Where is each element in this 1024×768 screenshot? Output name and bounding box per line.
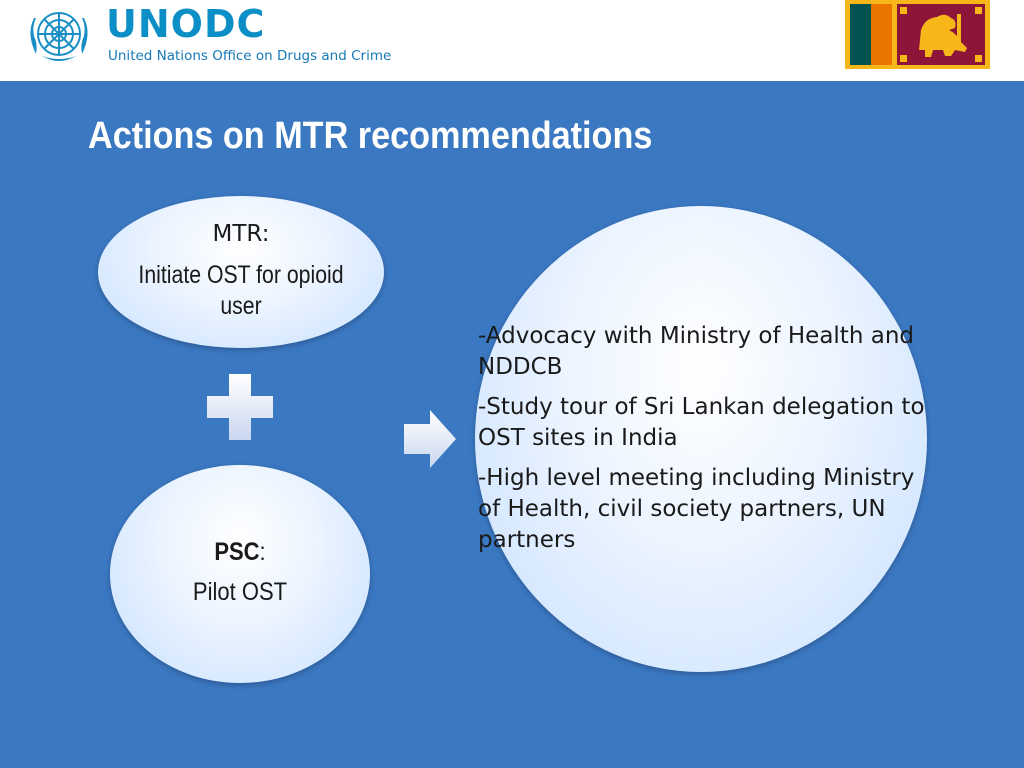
plus-icon (207, 374, 273, 440)
psc-text: Pilot OST (192, 578, 288, 606)
un-emblem-icon (22, 4, 96, 68)
action-item-study-tour: -Study tour of Sri Lankan delegation to OST sites in India (478, 394, 925, 451)
action-item-advocacy: -Advocacy with Ministry of Health and NDDCB (478, 323, 914, 380)
slide-title: Actions on MTR recommendations (88, 115, 653, 157)
actions-list (478, 321, 938, 565)
mtr-text: Initiate OST for opioid user (138, 261, 344, 320)
unodc-logo-text: UNODC (106, 2, 266, 46)
psc-ellipse (110, 465, 370, 683)
mtr-label: MTR: (212, 221, 270, 247)
psc-label-line (126, 537, 355, 567)
mtr-ellipse (98, 196, 384, 348)
action-item-high-level-meeting: -High level meeting including Ministry of Health, civil society partners, UN partners (478, 465, 915, 553)
unodc-logo-subtitle: United Nations Office on Drugs and Crime (108, 48, 392, 64)
right-arrow-icon (404, 410, 456, 468)
psc-label-colon: : (259, 538, 266, 566)
sri-lanka-flag-icon (845, 0, 990, 69)
header-bar (0, 0, 1024, 81)
psc-label: PSC (214, 538, 260, 566)
